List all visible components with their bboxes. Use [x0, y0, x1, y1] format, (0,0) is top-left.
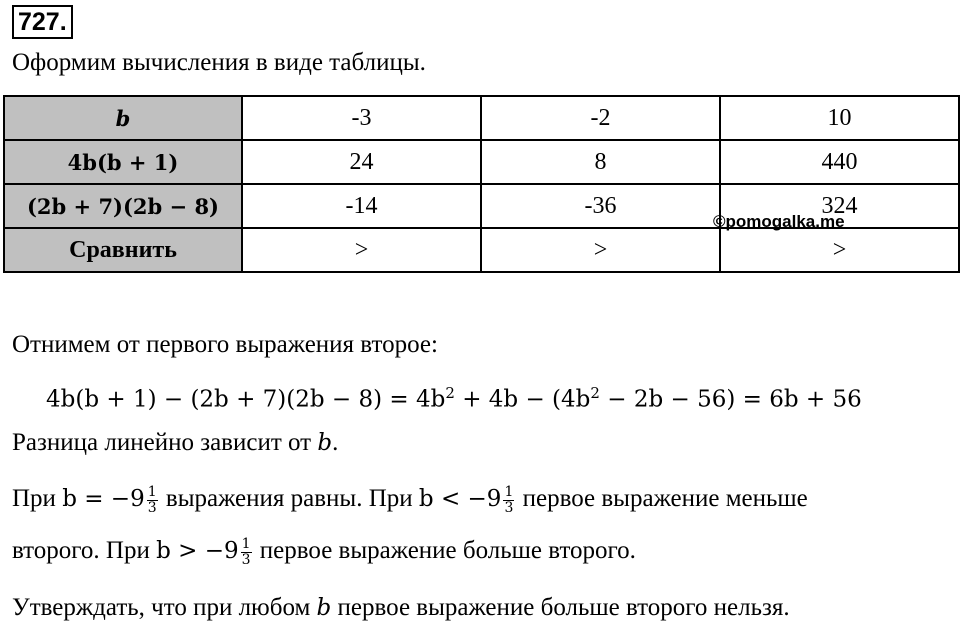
intro-text: Оформим вычисления в виде таблицы. [12, 49, 426, 76]
watermark: ©pomogalka.me [713, 212, 845, 231]
difference-text: Разница линейно зависит от b. [12, 429, 339, 456]
table-cell: > [481, 228, 720, 272]
greater-paragraph: второго. При b > −9 $\frac{1}{3}$ первое выражение больше второго. [12, 535, 636, 568]
table-cell: 324 [720, 184, 959, 228]
table-cell: 24 [242, 140, 481, 184]
equality-paragraph: При b = −9 $\frac{1}{3}$ выражения равны. При b < −9 $\frac{1}{3}$ первое выражение меньше [12, 483, 808, 516]
table-cell: 10 [720, 96, 959, 140]
calculation-table [3, 95, 960, 273]
row-header: Сравнить [4, 228, 242, 272]
row-header: (2b + 7)(2b − 8) [4, 184, 242, 228]
table-row [4, 140, 959, 184]
fraction: $\frac{1}{3}$ [241, 535, 251, 568]
table-cell: -14 [242, 184, 481, 228]
fraction: $\frac{1}{3}$ [504, 483, 514, 516]
conclusion-text: Утверждать, что при любом b первое выражение больше второго нельзя. [12, 594, 790, 621]
table-cell: -2 [481, 96, 720, 140]
subtract-text: Отнимем от первого выражения второе: [12, 331, 438, 358]
table-cell: 8 [481, 140, 720, 184]
table-cell: > [242, 228, 481, 272]
table-cell: > [720, 228, 959, 272]
equation: $4b(b + 1) - (2b + 7)(2b - 8) = 4b^2 + 4b - (4b^2 - 2b - 56) = 6b + 56$ [46, 384, 862, 413]
table-row [4, 96, 959, 140]
row-header: b [4, 96, 242, 140]
table-cell: 440 [720, 140, 959, 184]
table-cell: -36 [481, 184, 720, 228]
table-row [4, 228, 959, 272]
table-cell: -3 [242, 96, 481, 140]
fraction: $\frac{1}{3}$ [147, 483, 157, 516]
row-header: 4b(b + 1) [4, 140, 242, 184]
problem-number: 727. [12, 5, 73, 39]
